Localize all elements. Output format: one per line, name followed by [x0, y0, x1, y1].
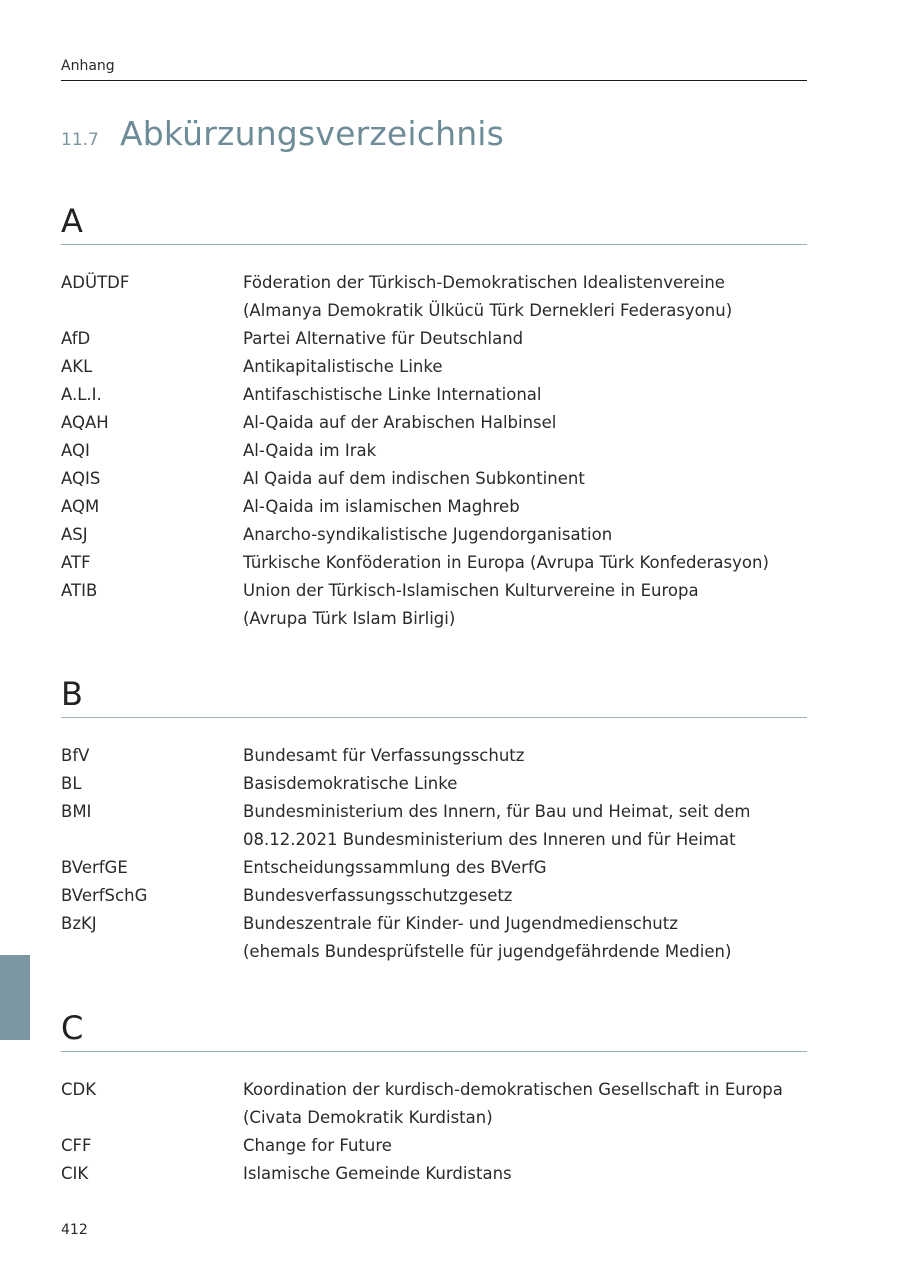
entry-abbreviation: AQM [61, 497, 100, 516]
definition-line: Basisdemokratische Linke [243, 774, 458, 793]
entry-definition [243, 1160, 807, 1188]
entry [61, 437, 807, 465]
definition-line: Al Qaida auf dem indischen Subkontinent [243, 469, 585, 488]
entry [61, 381, 807, 409]
section-letter: C [61, 1009, 84, 1047]
chapter-number: 11.7 [61, 130, 99, 150]
entry-definition [243, 577, 807, 633]
definition-line: 08.12.2021 Bundesministerium des Inneren und für Heimat [243, 830, 736, 849]
entry-definition [243, 381, 807, 409]
entry [61, 770, 807, 798]
chapter-title: Abkürzungsverzeichnis [119, 114, 505, 153]
entry [61, 521, 807, 549]
entry-abbreviation: AQIS [61, 469, 101, 488]
entry [61, 549, 807, 577]
entry-definition [243, 409, 807, 437]
running-header: Anhang [61, 58, 115, 74]
definition-line: Islamische Gemeinde Kurdistans [243, 1164, 512, 1183]
definition-line: Bundeszentrale für Kinder- und Jugendmedienschutz [243, 914, 678, 933]
definition-line: Antifaschistische Linke International [243, 385, 542, 404]
definition-line: Bundesverfassungsschutzgesetz [243, 886, 513, 905]
definition-line: Union der Türkisch-Islamischen Kulturvereine in Europa [243, 581, 699, 600]
entry-abbreviation: AQI [61, 441, 90, 460]
definition-line: Türkische Konföderation in Europa (Avrupa Türk Konfederasyon) [243, 553, 769, 572]
definition-line: Al-Qaida im Irak [243, 441, 377, 460]
entry-definition [243, 742, 807, 770]
entry [61, 1132, 807, 1160]
entry-definition [243, 269, 807, 325]
entry-abbreviation: BVerfGE [61, 858, 128, 877]
definition-line: Antikapitalistische Linke [243, 357, 443, 376]
entry-definition [243, 798, 807, 854]
entry-abbreviation: AQAH [61, 413, 109, 432]
entry-abbreviation: BfV [61, 746, 90, 765]
entry-abbreviation: AKL [61, 357, 93, 376]
entry-definition [243, 549, 807, 577]
definition-line: (Almanya Demokratik Ülkücü Türk Dernekleri Federasyonu) [243, 301, 733, 320]
entry [61, 910, 807, 966]
entry [61, 577, 807, 633]
entry-abbreviation: CDK [61, 1080, 97, 1099]
entry-abbreviation: ATF [61, 553, 91, 572]
entry-abbreviation: A.L.I. [61, 385, 102, 404]
entry-abbreviation: CIK [61, 1164, 89, 1183]
definition-line: (Civata Demokratik Kurdistan) [243, 1108, 493, 1127]
entry [61, 1160, 807, 1188]
entry-abbreviation: ATIB [61, 581, 98, 600]
entry [61, 798, 807, 854]
definition-line: Bundesministerium des Innern, für Bau und Heimat, seit dem [243, 802, 751, 821]
definition-line: (Avrupa Türk Islam Birligi) [243, 609, 456, 628]
section-rule [61, 1051, 807, 1052]
entry-abbreviation: BVerfSchG [61, 886, 148, 905]
header-rule [61, 80, 807, 81]
chapter-side-tab [0, 955, 30, 1040]
definition-line: Bundesamt für Verfassungsschutz [243, 746, 525, 765]
entry-definition [243, 521, 807, 549]
entry-definition [243, 1132, 807, 1160]
definition-line: (ehemals Bundesprüfstelle für jugendgefährdende Medien) [243, 942, 732, 961]
entry-abbreviation: BzKJ [61, 914, 97, 933]
entry-definition [243, 325, 807, 353]
entry-definition [243, 437, 807, 465]
entry [61, 325, 807, 353]
entry-definition [243, 882, 807, 910]
section-letter: A [61, 202, 83, 240]
entry-definition [243, 770, 807, 798]
entry-definition [243, 465, 807, 493]
definition-line: Partei Alternative für Deutschland [243, 329, 524, 348]
entry-definition [243, 854, 807, 882]
entry-abbreviation: BMI [61, 802, 92, 821]
entry [61, 882, 807, 910]
definition-line: Change for Future [243, 1136, 392, 1155]
entry [61, 465, 807, 493]
section-a [61, 202, 807, 633]
definition-line: Entscheidungssammlung des BVerfG [243, 858, 547, 877]
entry [61, 353, 807, 381]
entry-definition [243, 493, 807, 521]
entry-list [61, 742, 807, 966]
section-b [61, 675, 807, 966]
entry-abbreviation: CFF [61, 1136, 92, 1155]
section-rule [61, 717, 807, 718]
entry-definition [243, 910, 807, 966]
entry-list [61, 269, 807, 633]
entry-list [61, 1076, 807, 1188]
entry [61, 269, 807, 325]
chapter-heading [61, 114, 504, 153]
definition-line: Koordination der kurdisch-demokratischen Gesellschaft in Europa [243, 1080, 783, 1099]
entry [61, 409, 807, 437]
entry-abbreviation: AfD [61, 329, 91, 348]
definition-line: Föderation der Türkisch-Demokratischen Idealistenvereine [243, 273, 725, 292]
entry-abbreviation: ASJ [61, 525, 88, 544]
page-number: 412 [61, 1222, 88, 1238]
entry-abbreviation: ADÜTDF [61, 273, 130, 292]
definition-line: Anarcho-syndikalistische Jugendorganisation [243, 525, 613, 544]
entry-definition [243, 353, 807, 381]
entry-definition [243, 1076, 807, 1132]
entry-abbreviation: BL [61, 774, 82, 793]
definition-line: Al-Qaida auf der Arabischen Halbinsel [243, 413, 557, 432]
section-letter: B [61, 675, 83, 713]
section-c [61, 1009, 807, 1188]
section-rule [61, 244, 807, 245]
definition-line: Al-Qaida im islamischen Maghreb [243, 497, 520, 516]
entry [61, 493, 807, 521]
entry [61, 1076, 807, 1132]
entry [61, 742, 807, 770]
entry [61, 854, 807, 882]
